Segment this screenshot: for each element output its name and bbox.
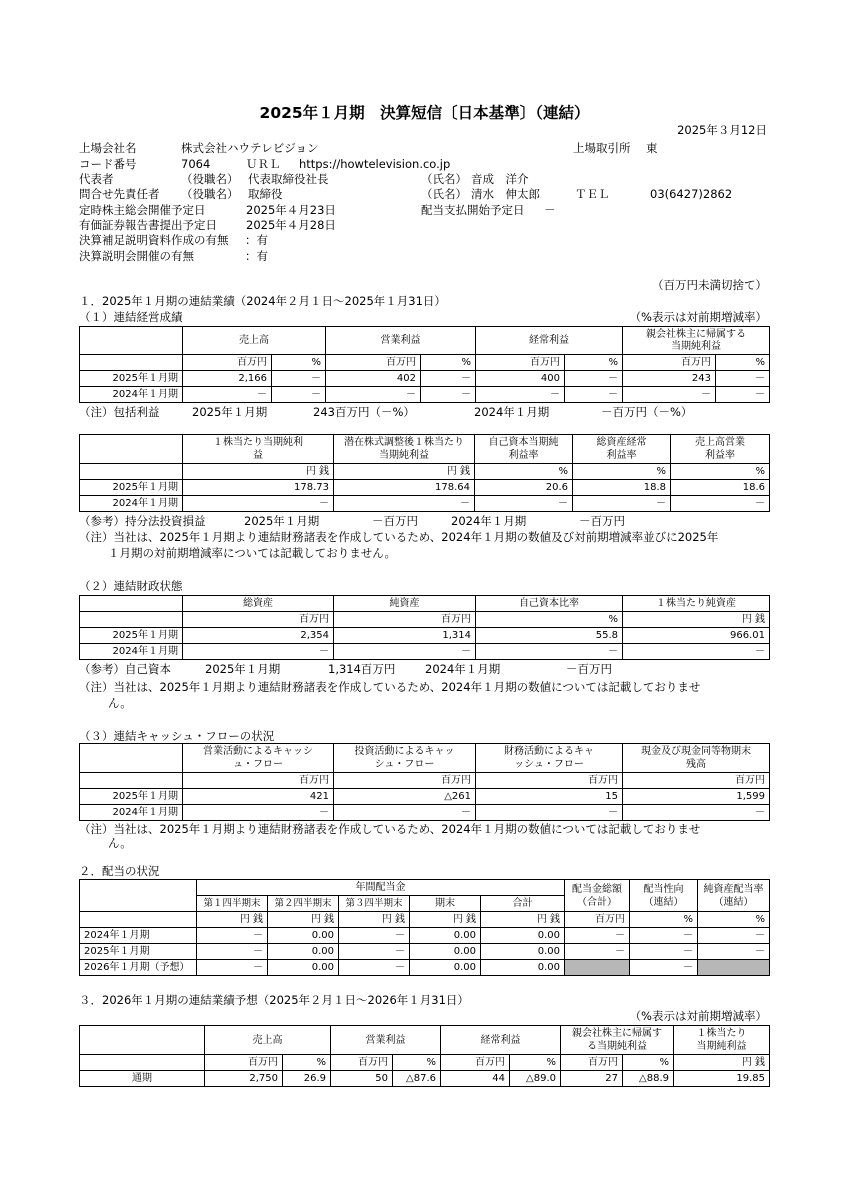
page-title: 2025年１月期 決算短信〔日本基準〕（連結） (259, 104, 590, 122)
section2-title: ２．配当の状況 (79, 864, 160, 878)
col-header: 親会社株主に帰属する当期純利益 (561, 1026, 674, 1055)
data-cell: － (272, 387, 326, 403)
col-header: 売上高営業利益率 (671, 435, 770, 464)
col-header: 営業活動によるキャッシュ・フロー (183, 744, 334, 773)
section1-sub2: （２）連結財政状態 (79, 579, 183, 593)
data-cell: 0.00 (410, 960, 481, 976)
supp-value: ：有 (245, 233, 268, 247)
data-cell: － (476, 805, 623, 821)
data-cell: 15 (476, 789, 623, 805)
unit-cell: % (630, 912, 698, 928)
comp-note-value1: 243百万円（－%） (313, 405, 415, 419)
section1-title: １．2025年１月期の連結業績（2024年２月１日～2025年１月31日） (79, 294, 446, 308)
unit-cell: 百万円 (476, 355, 565, 371)
note-line: （注）当社は、2025年１月期より連結財務諸表を作成しているため、2024年１月期の数値については記載しておりませ (79, 822, 701, 836)
data-cell: － (272, 371, 326, 387)
data-cell: 19.85 (674, 1071, 770, 1087)
section3-title: ３．2026年１月期の連結業績予想（2025年２月１日～2026年１月31日） (79, 993, 469, 1007)
col-header: 総資産経常利益率 (573, 435, 671, 464)
header-blank (80, 327, 183, 355)
rep-name: 音成 洋介 (471, 172, 529, 186)
operating-results-table (79, 326, 770, 403)
exchange-label: 上場取引所 (573, 141, 631, 155)
data-cell: 55.8 (476, 628, 623, 644)
contact-title-label: （役職名） (181, 187, 239, 201)
data-cell: 50 (331, 1071, 393, 1087)
data-cell: － (716, 371, 770, 387)
section1-sub1: （１）連結経営成績 (79, 310, 183, 324)
code-label: コード番号 (79, 157, 137, 171)
unit-cell: 百万円 (565, 912, 630, 928)
data-cell: － (565, 944, 630, 960)
unit-cell: 百万円 (183, 355, 272, 371)
pct-note-1: （%表示は対前期増減率） (629, 310, 767, 324)
data-cell: 0.00 (481, 944, 565, 960)
unit-cell: 円 銭 (197, 912, 268, 928)
url-link[interactable]: https://howtelevision.co.jp (299, 157, 451, 171)
report-label: 有価証券報告書提出予定日 (79, 218, 217, 232)
pct-note-3: （%表示は対前期増減率） (629, 1009, 767, 1023)
cash-flow-table (79, 743, 770, 821)
data-cell: － (339, 928, 410, 944)
col-header: 潜在株式調整後１株当たり当期純利益 (334, 435, 475, 464)
unit-cell: 百万円 (331, 1055, 393, 1071)
equity-note-period2: 2024年１月期 (425, 662, 501, 676)
unit-cell: % (716, 355, 770, 371)
table-row (80, 960, 770, 976)
col-header: 営業利益 (326, 327, 476, 355)
data-cell: 0.00 (481, 960, 565, 976)
unit-cell: % (475, 464, 573, 480)
data-cell: 0.00 (268, 928, 339, 944)
data-cell: 0.00 (410, 928, 481, 944)
unit-cell: % (476, 612, 623, 628)
col-header: 配当性向（連結） (630, 880, 698, 912)
rep-title: 代表取締役社長 (248, 172, 329, 186)
data-cell: 18.8 (573, 480, 671, 496)
table-row (80, 480, 770, 496)
data-cell: － (421, 387, 476, 403)
data-cell: － (183, 805, 334, 821)
table-row (80, 1071, 770, 1087)
data-cell: － (573, 496, 671, 512)
code-value: 7064 (181, 157, 211, 171)
data-cell: － (565, 928, 630, 944)
financial-position-table (79, 595, 770, 660)
data-cell: 1,599 (623, 789, 770, 805)
unit-blank (80, 612, 183, 628)
unit-cell: 百万円 (476, 773, 623, 789)
data-cell: 178.64 (334, 480, 475, 496)
agm-date: 2025年４月23日 (246, 203, 336, 217)
data-cell: 243 (623, 371, 716, 387)
unit-blank (80, 912, 197, 928)
row-label: 2024年１月期 (80, 928, 197, 944)
data-cell: － (475, 496, 573, 512)
contact-title: 取締役 (248, 187, 283, 201)
briefing-label: 決算説明会開催の有無 (79, 249, 194, 263)
equity-note-value2: －百万円 (566, 662, 612, 676)
col-header: 売上高 (205, 1026, 331, 1055)
unit-blank (80, 773, 183, 789)
tel-value: 03(6427)2862 (650, 187, 733, 201)
data-cell: － (197, 928, 268, 944)
data-cell: 27 (561, 1071, 623, 1087)
ref-note-period1: 2025年１月期 (244, 514, 320, 528)
contact-label: 問合せ先責任者 (79, 187, 160, 201)
col-header: １株当たり当期純利益 (674, 1026, 770, 1055)
data-cell: 178.73 (183, 480, 334, 496)
note-line: ん。 (108, 696, 132, 710)
comp-note-value2: －百万円（－%） (601, 405, 693, 419)
data-cell: △88.9 (623, 1071, 674, 1087)
dividend-group-header: 年間配当金 (197, 880, 565, 896)
col-header: 第１四半期末 (197, 896, 268, 912)
report-date-value: 2025年４月28日 (246, 218, 336, 232)
unit-cell: 円 銭 (268, 912, 339, 928)
data-cell: － (183, 496, 334, 512)
row-label: 2025年１月期 (80, 628, 183, 644)
contact-name-label: （氏名） (421, 187, 467, 201)
data-cell: － (630, 960, 698, 976)
col-header: 経常利益 (441, 1026, 561, 1055)
div-start-label: 配当支払開始予定日 (421, 203, 525, 217)
data-cell: 1,314 (334, 628, 476, 644)
unit-cell: 百万円 (623, 773, 770, 789)
rounding-note: （百万円未満切捨て） (652, 278, 767, 292)
header-blank (80, 880, 197, 912)
data-cell: － (197, 944, 268, 960)
data-cell: 0.00 (268, 944, 339, 960)
contact-name: 清水 伸太郎 (471, 187, 540, 201)
table-row (80, 371, 770, 387)
row-label: 通期 (80, 1071, 205, 1087)
row-label: 2026年１月期（予想） (80, 960, 197, 976)
forecast-table (79, 1025, 770, 1087)
col-header: 売上高 (183, 327, 326, 355)
row-label: 2025年１月期 (80, 480, 183, 496)
data-cell: － (334, 805, 476, 821)
col-header: １株当たり純資産 (623, 596, 770, 612)
data-cell: △89.0 (510, 1071, 561, 1087)
data-cell: － (476, 644, 623, 660)
unit-cell: 百万円 (326, 355, 421, 371)
row-label: 2024年１月期 (80, 387, 183, 403)
unit-cell: % (272, 355, 326, 371)
data-cell: － (476, 387, 565, 403)
unit-cell: % (573, 464, 671, 480)
col-header: 自己資本比率 (476, 596, 623, 612)
col-header: １株当たり当期純利益 (183, 435, 334, 464)
rep-name-label: （氏名） (421, 172, 467, 186)
shaded-cell (698, 960, 770, 976)
exchange-value: 東 (646, 141, 658, 155)
data-cell: － (623, 644, 770, 660)
col-header: 純資産 (334, 596, 476, 612)
data-cell: 0.00 (268, 960, 339, 976)
data-cell: － (565, 371, 623, 387)
comp-note-period2: 2024年１月期 (474, 405, 550, 419)
col-header: 投資活動によるキャッシュ・フロー (334, 744, 476, 773)
unit-cell: % (393, 1055, 441, 1071)
data-cell: 26.9 (283, 1071, 331, 1087)
briefing-value: ：有 (245, 249, 268, 263)
unit-cell: % (421, 355, 476, 371)
data-cell: 966.01 (623, 628, 770, 644)
tel-label: ＴＥＬ (575, 187, 610, 201)
unit-cell: 百万円 (441, 1055, 510, 1071)
row-label: 2024年１月期 (80, 496, 183, 512)
ref-note-label: （参考）持分法投資損益 (79, 514, 206, 528)
header-blank (80, 435, 183, 464)
data-cell: － (630, 928, 698, 944)
data-cell: △87.6 (393, 1071, 441, 1087)
col-header: 期末 (410, 896, 481, 912)
table-row (80, 789, 770, 805)
per-share-table (79, 434, 770, 512)
company-name: 株式会社ハウテレビジョン (181, 141, 319, 155)
note-line: ん。 (108, 836, 132, 850)
unit-cell: % (671, 464, 770, 480)
ref-note-value1: －百万円 (372, 514, 418, 528)
unit-cell: 百万円 (183, 773, 334, 789)
unit-cell: 百万円 (205, 1055, 283, 1071)
col-header: 経常利益 (476, 327, 623, 355)
data-cell: － (623, 387, 716, 403)
data-cell: － (565, 387, 623, 403)
data-cell: － (698, 944, 770, 960)
unit-cell: % (283, 1055, 331, 1071)
ref-note-value2: －百万円 (579, 514, 625, 528)
data-cell: － (698, 928, 770, 944)
unit-cell: 百万円 (334, 773, 476, 789)
unit-cell: 円 銭 (334, 464, 475, 480)
unit-cell: 円 銭 (183, 464, 334, 480)
col-header: 第３四半期末 (339, 896, 410, 912)
data-cell: 20.6 (475, 480, 573, 496)
row-label: 2025年１月期 (80, 789, 183, 805)
unit-cell: % (698, 912, 770, 928)
table-row (80, 387, 770, 403)
table-row (80, 496, 770, 512)
col-header: 第２四半期末 (268, 896, 339, 912)
data-cell: － (334, 496, 475, 512)
data-cell: 0.00 (481, 928, 565, 944)
header-blank (80, 744, 183, 773)
row-label: 2025年１月期 (80, 371, 183, 387)
data-cell: △261 (334, 789, 476, 805)
div-start-value: － (544, 203, 556, 217)
col-header: 親会社株主に帰属する当期純利益 (623, 327, 770, 355)
header-blank (80, 596, 183, 612)
dividend-table (79, 879, 770, 976)
row-label: 2024年１月期 (80, 805, 183, 821)
unit-cell: % (565, 355, 623, 371)
col-header: 自己資本当期純利益率 (475, 435, 573, 464)
unit-cell: % (623, 1055, 674, 1071)
table-row (80, 944, 770, 960)
col-header: 現金及び現金同等物期末残高 (623, 744, 770, 773)
rep-label: 代表者 (79, 172, 114, 186)
unit-cell: 円 銭 (674, 1055, 770, 1071)
data-cell: 2,750 (205, 1071, 283, 1087)
header-blank (80, 1026, 205, 1055)
company-label: 上場会社名 (79, 141, 137, 155)
row-label: 2024年１月期 (80, 644, 183, 660)
data-cell: 2,354 (183, 628, 334, 644)
row-label: 2025年１月期 (80, 944, 197, 960)
equity-note-period1: 2025年１月期 (205, 662, 281, 676)
note-line: １月期の対前期増減率については記載しておりません。 (108, 546, 396, 560)
unit-cell: % (510, 1055, 561, 1071)
col-header: 総資産 (183, 596, 334, 612)
data-cell: 2,166 (183, 371, 272, 387)
table-row (80, 644, 770, 660)
unit-cell: 円 銭 (410, 912, 481, 928)
section1-sub3: （３）連結キャッシュ・フローの状況 (79, 729, 275, 743)
equity-note-label: （参考）自己資本 (79, 662, 171, 676)
supp-label: 決算補足説明資料作成の有無 (79, 233, 229, 247)
data-cell: 44 (441, 1071, 510, 1087)
ref-note-period2: 2024年１月期 (451, 514, 527, 528)
col-header: 配当金総額（合計） (565, 880, 630, 912)
col-header: 営業利益 (331, 1026, 441, 1055)
col-header: 純資産配当率（連結） (698, 880, 770, 912)
unit-cell: 円 銭 (481, 912, 565, 928)
report-date: 2025年３月12日 (677, 123, 767, 137)
data-cell: － (716, 387, 770, 403)
data-cell: － (183, 644, 334, 660)
unit-blank (80, 355, 183, 371)
shaded-cell (565, 960, 630, 976)
data-cell: 18.6 (671, 480, 770, 496)
data-cell: － (326, 387, 421, 403)
data-cell: － (623, 805, 770, 821)
table-row (80, 628, 770, 644)
agm-label: 定時株主総会開催予定日 (79, 203, 206, 217)
unit-cell: 円 銭 (623, 612, 770, 628)
equity-note-value1: 1,314百万円 (328, 662, 396, 676)
data-cell: － (421, 371, 476, 387)
comp-note-label: （注）包括利益 (79, 405, 160, 419)
table-row (80, 805, 770, 821)
note-line: （注）当社は、2025年１月期より連結財務諸表を作成しているため、2024年１月期の数値については記載しておりませ (79, 680, 701, 694)
unit-cell: 百万円 (561, 1055, 623, 1071)
data-cell: － (197, 960, 268, 976)
data-cell: － (339, 944, 410, 960)
unit-blank (80, 464, 183, 480)
data-cell: － (339, 960, 410, 976)
unit-cell: 円 銭 (339, 912, 410, 928)
rep-title-label: （役職名） (181, 172, 239, 186)
unit-cell: 百万円 (183, 612, 334, 628)
url-label: ＵＲＬ (246, 157, 281, 171)
unit-blank (80, 1055, 205, 1071)
data-cell: － (671, 496, 770, 512)
data-cell: 400 (476, 371, 565, 387)
note-line: （注）当社は、2025年１月期より連結財務諸表を作成しているため、2024年１月期の数値及び対前期増減率並びに2025年 (79, 530, 719, 544)
data-cell: － (334, 644, 476, 660)
data-cell: － (630, 944, 698, 960)
col-header: 財務活動によるキャッシュ・フロー (476, 744, 623, 773)
comp-note-period1: 2025年１月期 (192, 405, 268, 419)
data-cell: 402 (326, 371, 421, 387)
unit-cell: 百万円 (334, 612, 476, 628)
table-row (80, 928, 770, 944)
data-cell: 0.00 (410, 944, 481, 960)
unit-cell: 百万円 (623, 355, 716, 371)
data-cell: 421 (183, 789, 334, 805)
data-cell: － (183, 387, 272, 403)
col-header: 合計 (481, 896, 565, 912)
